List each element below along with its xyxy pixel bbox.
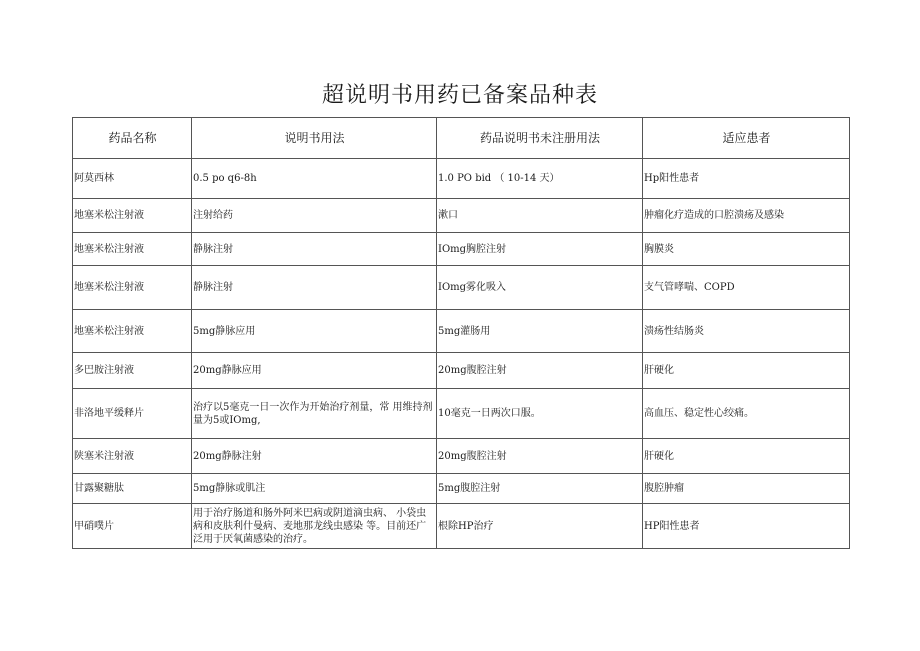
cell-indicated-patients: 肿瘤化疗造成的口腔溃疡及感染 (643, 199, 850, 233)
table-row (73, 233, 850, 266)
cell-indicated-patients: HP阳性患者 (643, 504, 850, 549)
table-row (73, 159, 850, 199)
cell-indicated-patients: 肝硬化 (643, 439, 850, 474)
cell-drug-name: 地塞米松注射液 (73, 266, 192, 310)
column-header-indicated-patients: 适应患者 (643, 118, 850, 159)
cell-label-usage: 5mg静脉应用 (192, 310, 437, 353)
page-title: 超说明书用药已备案品种表 (321, 83, 598, 108)
table-row (73, 474, 850, 504)
cell-label-usage: 20mg静脉应用 (192, 353, 437, 389)
cell-label-usage: 注射给药 (192, 199, 437, 233)
cell-off-label-usage: 20mg腹腔注射 (437, 439, 643, 474)
cell-indicated-patients: 支气管哮喘、COPD (643, 266, 850, 310)
cell-drug-name: 甲硝噗片 (73, 504, 192, 549)
cell-indicated-patients: 肝硬化 (643, 353, 850, 389)
cell-label-usage: 20mg静脉注射 (192, 439, 437, 474)
cell-indicated-patients: Hp阳性患者 (643, 159, 850, 199)
cell-label-usage: 0.5 po q6-8h (192, 159, 437, 199)
cell-off-label-usage: 20mg腹腔注射 (437, 353, 643, 389)
cell-off-label-usage: 根除HP治疗 (437, 504, 643, 549)
table-row (73, 439, 850, 474)
cell-off-label-usage: IOmg雾化吸入 (437, 266, 643, 310)
cell-drug-name: 陕塞米注射液 (73, 439, 192, 474)
cell-off-label-usage: 漱口 (437, 199, 643, 233)
cell-off-label-usage: 10毫克一日两次口服。 (437, 389, 643, 439)
cell-drug-name: 地塞米松注射液 (73, 310, 192, 353)
cell-off-label-usage: 5mg灌肠用 (437, 310, 643, 353)
table-row (73, 310, 850, 353)
table-row (73, 266, 850, 310)
cell-indicated-patients: 高血压、稳定性心绞痛。 (643, 389, 850, 439)
table-row (73, 504, 850, 549)
cell-drug-name: 阿莫西林 (73, 159, 192, 199)
column-header-drug-name: 药品名称 (73, 118, 192, 159)
cell-drug-name: 地塞米松注射液 (73, 199, 192, 233)
cell-off-label-usage: 5mg腹腔注射 (437, 474, 643, 504)
cell-drug-name: 多巴胺注射液 (73, 353, 192, 389)
table-header-row (73, 118, 850, 159)
cell-off-label-usage: IOmg胸腔注射 (437, 233, 643, 266)
drug-table (72, 117, 850, 549)
cell-label-usage: 静脉注射 (192, 266, 437, 310)
table-row (73, 353, 850, 389)
table-row (73, 389, 850, 439)
cell-label-usage: 静脉注射 (192, 233, 437, 266)
table-row (73, 199, 850, 233)
cell-drug-name: 地塞米松注射液 (73, 233, 192, 266)
cell-label-usage: 5mg静脉或肌注 (192, 474, 437, 504)
cell-label-usage: 治疗以5毫克一日一次作为开始治疗剂量，常 用维持剂量为5或IOmg, (192, 389, 437, 439)
column-header-label-usage: 说明书用法 (192, 118, 437, 159)
cell-label-usage: 用于治疗肠道和肠外阿米巴病或阴道滴虫病、 小袋虫病和皮肤利什曼病、麦地那龙线虫感染 等。目前还广泛用于厌氧菌感染的治疗。 (192, 504, 437, 549)
cell-drug-name: 非洛地平缓释片 (73, 389, 192, 439)
cell-indicated-patients: 胸膜炎 (643, 233, 850, 266)
cell-off-label-usage: 1.0 PO bid （ 10-14 天） (437, 159, 643, 199)
cell-indicated-patients: 腹腔肿瘤 (643, 474, 850, 504)
cell-indicated-patients: 溃疡性结肠炎 (643, 310, 850, 353)
column-header-off-label-usage: 药品说明书未注册用法 (437, 118, 643, 159)
cell-drug-name: 甘露聚糖肽 (73, 474, 192, 504)
